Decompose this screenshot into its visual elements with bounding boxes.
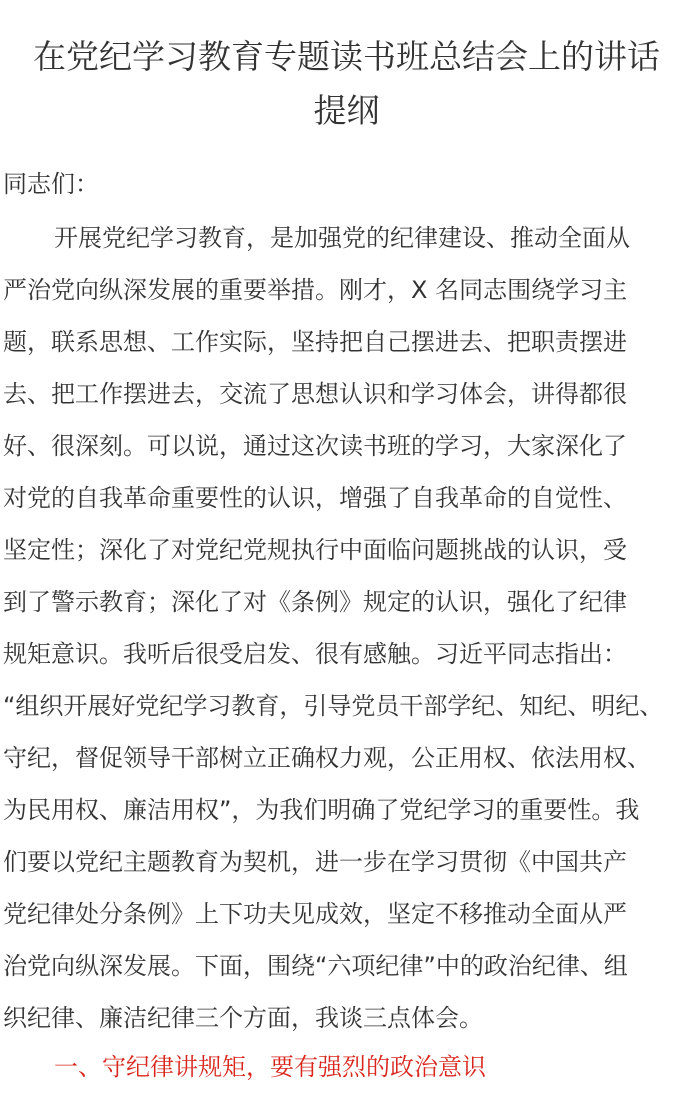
paragraph-line: 治党向纵深发展。下面，围绕“六项纪律”中的政治纪律、组 <box>3 952 628 980</box>
paragraph-line: 到了警示教育；深化了对《条例》规定的认识，强化了纪律 <box>3 588 627 616</box>
paragraph-line: 去、把工作摆进去，交流了思想认识和学习体会，讲得都很 <box>3 380 627 408</box>
paragraph-line: 党纪律处分条例》上下功夫见成效，坚定不移推动全面从严 <box>3 900 627 928</box>
paragraph-line: 题，联系思想、工作实际，坚持把自己摆进去、把职责摆进 <box>3 328 627 356</box>
paragraph-line: 守纪，督促领导干部树立正确权力观，公正用权、依法用权、 <box>3 744 651 772</box>
paragraph-line: 严治党向纵深发展的重要举措。刚才，X 名同志围绕学习主 <box>3 276 628 304</box>
paragraph-line: 对党的自我革命重要性的认识，增强了自我革命的自觉性、 <box>3 484 627 512</box>
paragraph-line: 们要以党纪主题教育为契机，进一步在学习贯彻《中国共产 <box>3 848 627 876</box>
paragraph-line: “组织开展好党纪学习教育，引导党员干部学纪、知纪、明纪、 <box>3 692 664 720</box>
title-line-2: 提纲 <box>313 91 380 130</box>
paragraph-line: 为民用权、廉洁用权”，为我们明确了党纪学习的重要性。我 <box>3 796 640 824</box>
paragraph-line: 规矩意识。我听后很受启发、很有感触。习近平同志指出： <box>3 640 627 668</box>
paragraph-line: 好、很深刻。可以说，通过这次读书班的学习，大家深化了 <box>3 432 627 460</box>
paragraph-line: 织纪律、廉洁纪律三个方面，我谈三点体会。 <box>3 1004 483 1032</box>
document-title <box>0 0 693 138</box>
section-heading: 一、守纪律讲规矩，要有强烈的政治意识 <box>54 1053 486 1081</box>
paragraph-line: 坚定性；深化了对党纪党规执行中面临问题挑战的认识，受 <box>3 536 627 564</box>
title-line-1: 在党纪学习教育专题读书班总结会上的讲话 <box>33 37 660 76</box>
paragraph-line: 开展党纪学习教育，是加强党的纪律建设、推动全面从 <box>54 224 630 252</box>
body-paragraph <box>3 212 693 1044</box>
greeting: 同志们： <box>3 170 99 198</box>
